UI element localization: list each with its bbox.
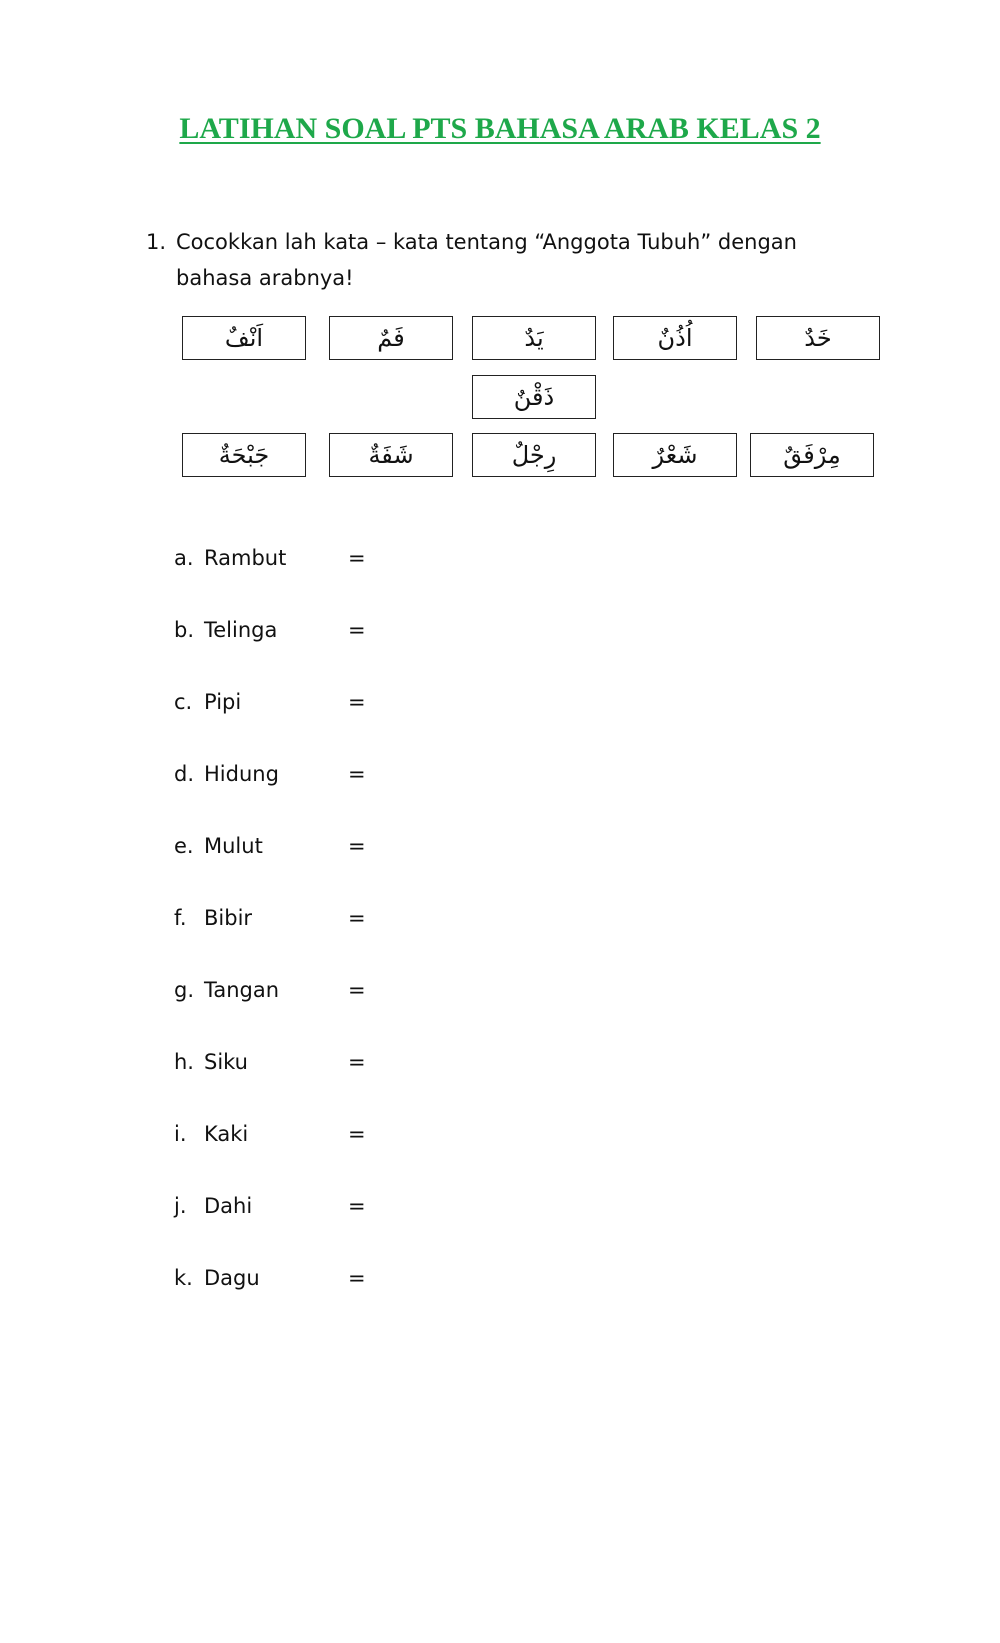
item-equals: = — [348, 906, 366, 930]
word-box[interactable]: شَعْرٌ — [613, 433, 737, 477]
item-letter: c. — [174, 690, 193, 714]
word-box[interactable]: جَبْحَةٌ — [182, 433, 306, 477]
word-box[interactable]: مِرْفَقٌ — [750, 433, 874, 477]
item-letter: i. — [174, 1122, 187, 1146]
item-label: Tangan — [204, 978, 280, 1002]
item-label: Siku — [204, 1050, 248, 1074]
word-box[interactable]: رِجْلٌ — [472, 433, 596, 477]
item-equals: = — [348, 546, 366, 570]
word-box[interactable]: يَدٌ — [472, 316, 596, 360]
item-equals: = — [348, 978, 366, 1002]
question-text: Cocokkan lah kata – kata tentang “Anggota Tubuh” dengan bahasa arabnya! — [176, 230, 797, 290]
item-letter: a. — [174, 546, 194, 570]
item-letter: b. — [174, 618, 195, 642]
page-title: LATIHAN SOAL PTS BAHASA ARAB KELAS 2 — [179, 112, 821, 145]
word-box[interactable]: خَدٌ — [756, 316, 880, 360]
item-letter: j. — [174, 1194, 187, 1218]
item-letter: g. — [174, 978, 195, 1002]
item-label: Dagu — [204, 1266, 260, 1290]
item-equals: = — [348, 762, 366, 786]
item-label: Kaki — [204, 1122, 249, 1146]
word-box[interactable]: فَمٌ — [329, 316, 453, 360]
item-letter: e. — [174, 834, 194, 858]
item-label: Rambut — [204, 546, 287, 570]
item-letter: f. — [174, 906, 187, 930]
question-number: 1. — [146, 230, 167, 254]
item-equals: = — [348, 1266, 366, 1290]
word-box[interactable]: اَنْفٌ — [182, 316, 306, 360]
item-label: Telinga — [204, 618, 278, 642]
item-label: Dahi — [204, 1194, 253, 1218]
word-box[interactable]: اُذُنٌ — [613, 316, 737, 360]
item-label: Hidung — [204, 762, 279, 786]
item-label: Pipi — [204, 690, 242, 714]
item-letter: d. — [174, 762, 195, 786]
item-equals: = — [348, 1050, 366, 1074]
item-equals: = — [348, 618, 366, 642]
item-equals: = — [348, 1122, 366, 1146]
item-label: Mulut — [204, 834, 263, 858]
item-letter: k. — [174, 1266, 193, 1290]
item-equals: = — [348, 834, 366, 858]
word-box[interactable]: شَفَةٌ — [329, 433, 453, 477]
item-equals: = — [348, 690, 366, 714]
item-label: Bibir — [204, 906, 253, 930]
word-box[interactable]: ذَقْنٌ — [472, 375, 596, 419]
item-equals: = — [348, 1194, 366, 1218]
item-letter: h. — [174, 1050, 194, 1074]
